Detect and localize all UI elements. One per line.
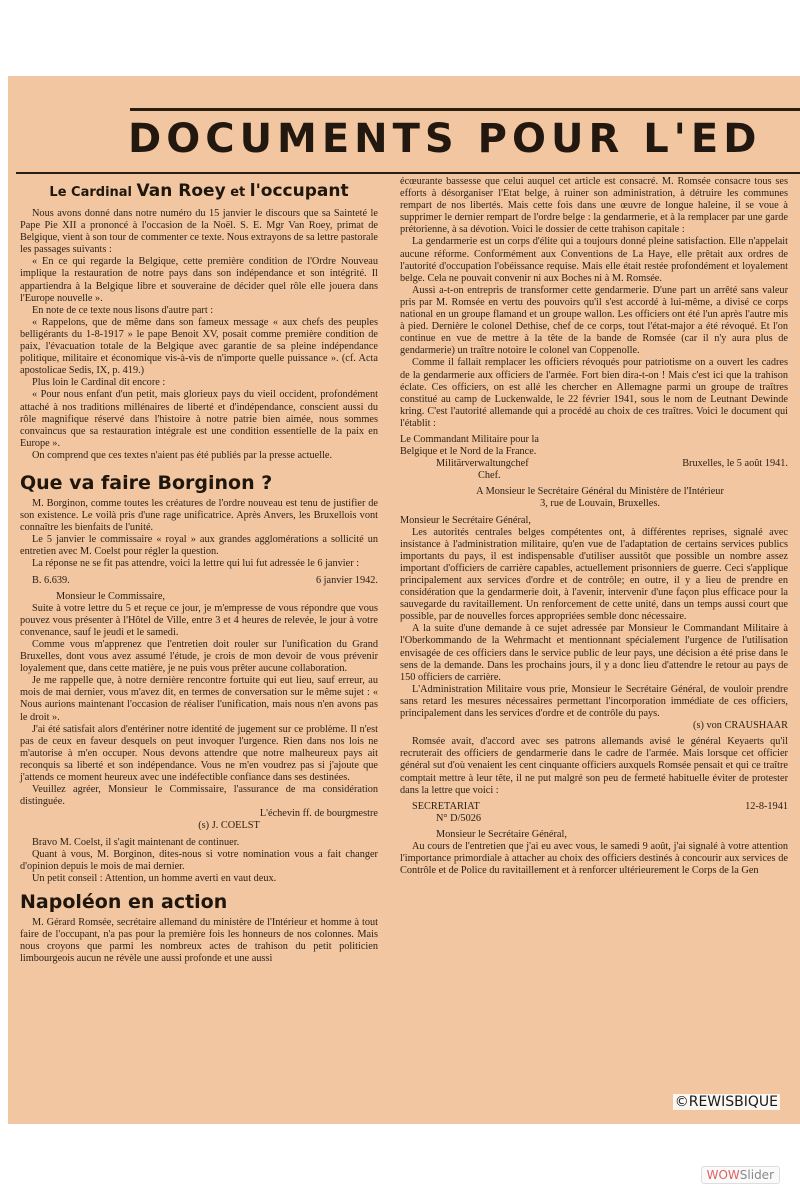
document-recipient: A Monsieur le Secrétaire Général du Ministère de l'Intérieur xyxy=(476,486,724,498)
masthead-rule-bottom xyxy=(16,172,800,174)
paragraph: Quant à vous, M. Borginon, dites-nous si votre nomination vous a fait changer d'opinion depuis le mois de mai dernier. xyxy=(20,848,378,872)
letter-signature-name: (s) J. COELST xyxy=(198,820,260,832)
letter-salutation: Monsieur le Commissaire, xyxy=(56,590,165,602)
paragraph: On comprend que ces textes n'aient pas été publiés par la presse actuelle. xyxy=(32,449,333,461)
letter-ref: B. 6.639. xyxy=(32,574,70,586)
right-column xyxy=(400,176,788,877)
paragraph: M. Gérard Romsée, secrétaire allemand du ministère de l'Intérieur et homme à tout faire de l'occupant, n'a pas pour la première fois les honneurs de nos colonnes. Mais nous croyons que parmi les nombreux actes de trahison du petit politicien limbourgeois aucun ne révèle une aussi profonde et une aussi xyxy=(20,916,378,965)
document-salutation: Monsieur le Secrétaire Général, xyxy=(400,514,531,526)
slider-badge-prefix: WOW xyxy=(706,1168,740,1182)
letter-paragraph: J'ai été satisfait alors d'entériner notre identité de jugement sur ce problème. Il n'est pas de ceux en faveur desquels on peut invoquer l'urgence. Rien dans nos lois ne m'autorise à m'en occuper. Nous devons attendre que notre malheureux pays ait reconquis sa liberté et son indépendance. Vous ne m'en voudrez pas si j'ajoute que j'attends ce moment heureux avec une indéfectible confiance dans ses destinées. xyxy=(20,723,378,784)
paragraph: La gendarmerie est un corps d'élite qui a toujours donné pleine satisfaction. Elle n'appelait aucune réforme. Conformément aux Conventions de La Haye, elle prêtait aux ordres de l'autorité d'occupation l'obéissance requise. Mais elle était restée profondément et loyalement belge. Cela ne pouvait convenir ni aux Boches ni à M. Romsée. xyxy=(400,236,788,284)
paragraph: Nous avons donné dans notre numéro du 15 janvier le discours que sa Sainteté le Pape Pie XII a prononcé à l'occasion de la Noël. S. E. Mgr Van Roey, primat de Belgique, vient à son tour de commenter ce texte. Nous extrayons de sa lettre pastorale les passages suivants : xyxy=(20,208,378,256)
document-paragraph: Les autorités centrales belges compétentes ont, à différentes reprises, signalé avec insistance à l'administration militaire, qu'en vue de l'adaptation de certains services publics importants du pays, il est indispensable d'utiliser aussitôt que possible un nombre assez important d'officiers de carrière capables, actuellement prisonniers de guerre. Ceci s'applique principalement aux services d'ordre et de contrôle; en outre, il y a lieu de prendre en considération que la gendarmerie doit, à l'avenir, intervenir d'une façon plus efficace pour la sauvegarde du ravitaillement. Un renforcement de cette unité, dans un temps aussi court que possible, par de nouvelles forces appropriées semble donc nécessaire. xyxy=(400,526,788,623)
paragraph: Bravo M. Coelst, il s'agit maintenant de continuer. xyxy=(32,836,240,848)
document-header-line: Belgique et le Nord de la France. xyxy=(400,446,537,458)
secretariat-row xyxy=(400,801,788,813)
slider-badge-suffix: Slider xyxy=(739,1168,774,1182)
paragraph: Plus loin le Cardinal dit encore : xyxy=(32,377,166,389)
secretariat-date: 12-8-1941 xyxy=(745,800,788,812)
paragraph: Aussi a-t-on entrepris de transformer cette gendarmerie. D'une part un arrêté sans valeur pris par M. Romsée en vertu des pouvoirs qu'il s'est accordé à lui-même, a divisé ce corps national en un groupe flamand et un groupe wallon. Les officiers ont été l'un après l'autre mis à pied. Dernière le colonel Dethise, chef de ce corps, tout l'état-major a été révoqué. Et l'on continue en vue de mettre à la tête de la bande de Romsée (car il n'y aura plus de gendarmerie) un traître notoire le colonel van Coppenolle. xyxy=(400,284,788,357)
article3-title: Napoléon en action xyxy=(20,890,228,913)
letter-paragraph: Je me rappelle que, à notre dernière rencontre fortuite qui eut lieu, sauf erreur, au mois de mai dernier, vous m'avez dit, en termes de conversation sur le même sujet : « Nous aurions maintenant l'occasion de réaliser l'unification, mais nous n'en avons pas le droit ». xyxy=(20,675,378,723)
document-signature: (s) von CRAUSHAAR xyxy=(693,720,788,732)
document-recipient-address: 3, rue de Louvain, Bruxelles. xyxy=(540,498,660,510)
left-column xyxy=(20,176,378,965)
document-paragraph: L'Administration Militaire vous prie, Monsieur le Secrétaire Général, de vouloir prendre sans retard les mesures nécessaires permettant l'incorporation immédiate de ces officiers, principalement dans les services d'ordre et de contrôle du pays. xyxy=(400,683,788,720)
quote: « En ce qui regarde la Belgique, cette première condition de l'Ordre Nouveau implique la restauration de notre pays dans son indépendance et son intégrité. Il appartiendra à la Belgique libre et souveraine de décider quel rôle elle jouera dans l'Europe nouvelle ». xyxy=(20,256,378,304)
document-header-line: Le Commandant Militaire pour la xyxy=(400,433,539,445)
document-header-row xyxy=(400,458,788,470)
paragraph: M. Borginon, comme toutes les créatures de l'ordre nouveau est tenu de justifier de son existence. Le voilà pris d'une rage unificatrice. Après Anvers, les Bruxellois vont connaître les bienfaits de l'unité. xyxy=(20,497,378,534)
letter-date: 6 janvier 1942. xyxy=(315,574,378,586)
secretariat-salutation: Monsieur le Secrétaire Général, xyxy=(436,828,567,840)
newspaper-page xyxy=(8,76,800,1124)
article2-title: Que va faire Borginon ? xyxy=(20,471,273,494)
secretariat-ref: N° D/5026 xyxy=(436,812,482,824)
paragraph: Un petit conseil : Attention, un homme averti en vaut deux. xyxy=(32,872,277,884)
masthead-rule-top xyxy=(130,108,800,111)
paragraph: En note de ce texte nous lisons d'autre part : xyxy=(32,304,214,316)
paragraph: Le 5 janvier le commissaire « royal » aux grandes agglomérations a sollicité un entretien avec M. Coelst pour régler la question. xyxy=(20,534,378,558)
secretariat-paragraph: Au cours de l'entretien que j'ai eu avec vous, le samedi 9 août, j'ai signalé à votre attention l'importance primordiale à attacher au choix des officiers destinés à concourir aux services de Contrôle et de Police du ravitaillement et à renforcer ultérieurement le Corps de la Gen xyxy=(400,840,788,877)
masthead-title: DOCUMENTS POUR L'ED xyxy=(128,116,762,162)
secretariat-label: SECRETARIAT xyxy=(412,800,480,812)
document-header-line: Chef. xyxy=(478,470,501,482)
document-date: Bruxelles, le 5 août 1941. xyxy=(682,458,788,470)
paragraph: Romsée avait, d'accord avec ses patrons allemands avisé le général Keyaerts qu'il recruterait des officiers de gendarmerie dans le cadre de l'armée. Mais lorsque cet officier général sut d'où venaient les cent cinquante officiers auxquels Romsée pensait et qui ce traître comptait mettre à leur tête, il ne put malgré son peu de fermeté habituelle éviter de protester dans la lettre que voici : xyxy=(400,736,788,796)
document-header-line: Militärverwaltungchef xyxy=(436,458,529,470)
quote: « Rappelons, que de même dans son fameux message « aux chefs des peuples belligérants du 1-8-1917 » le pape Benoit XV, posait comme première condition de paix, l'évacuation totale de la Belgique avec garantie de sa pleine indépendance politique, militaire et économique vis-à-vis de n'importe quelle puissance ». (cf. Acta apostolicae Sedis, IX, p. 419.) xyxy=(20,316,378,377)
document-paragraph: A la suite d'une demande à ce sujet adressée par Monsieur le Commandant Militaire à l'Oberkommando de la Wehrmacht et mentionnant spécialement l'urgence de l'utilisation envisagée de ces officiers dans le service public de leur pays, une décision a été prise dans le sens de la demande. Dans les prochains jours, il y a donc lieu d'attendre le retour au pays de 150 officiers de carrière. xyxy=(400,623,788,683)
quote: « Pour nous enfant d'un petit, mais glorieux pays du vieil occident, profondément attaché à nos traditions millénaires de liberté et d'indépendance, conscient aussi du rôle magnifique réservé dans l'histoire à notre patrie bien aimée, nous sommes convaincus que sa restauration intégrale est une condition essentielle de la paix en Europe ». xyxy=(20,389,378,449)
letter-paragraph: Veuillez agréer, Monsieur le Commissaire, l'assurance de ma considération distinguée. xyxy=(20,784,378,808)
paragraph: Comme il fallait remplacer les officiers révoqués pour patriotisme on a ouvert les cadres de la gendarmerie aux officiers de l'armée. Fort bien dira-t-on ! Mais c'est ici que la trahison éclate. Ces officiers, on est allé les chercher en Allemagne parmi un groupe de traîtres constitué au camp de Luckenwalde, le 22 février 1941, sous le nom de Leutnant Dewinde kring. C'est l'autorité allemande qui a procédé au choix de ces traîtres. Voici le document qui l'établit : xyxy=(400,357,788,429)
article1-title: Le Cardinal Van Roey et l'occupant xyxy=(49,181,349,201)
slider-badge[interactable] xyxy=(701,1166,780,1184)
letter-paragraph: Suite à votre lettre du 5 et reçue ce jour, je m'empresse de vous répondre que vous pouvez vous présenter à l'Hôtel de Ville, entre 3 et 4 heures de relevée, le jour à votre convenance, sauf le jeudi et le samedi. xyxy=(20,602,378,638)
letter-reference-row xyxy=(20,575,378,587)
letter-paragraph: Comme vous m'apprenez que l'entretien doit rouler sur l'unification du Grand Bruxelles, dont vous avez assumé l'étude, je crois de mon devoir de vous prévenir loyalement que, dans cette matière, je ne puis vous prêter aucune collaboration. xyxy=(20,639,378,675)
paragraph: La réponse ne se fit pas attendre, voici la lettre qui lui fut adressée le 6 janvier : xyxy=(32,558,360,570)
watermark-credit: ©REWISBIQUE xyxy=(674,1094,778,1110)
letter-signature-role: L'échevin ff. de bourgmestre xyxy=(259,808,378,820)
paragraph: écœurante bassesse que celui auquel cet article est consacré. M. Romsée consacre tous ses efforts à désorganiser l'Etat belge, à ruiner son administration, à détruire les communes rempart de nos libertés. Mais cette fois dans une œuvre de longue haleine, il se voue à supprimer le dernier rempart de l'ordre belge : la gendarmerie, et à la remplacer par une garde prétorienne, à sa dévotion. Voici le dossier de cette trahison capitale : xyxy=(400,176,788,236)
